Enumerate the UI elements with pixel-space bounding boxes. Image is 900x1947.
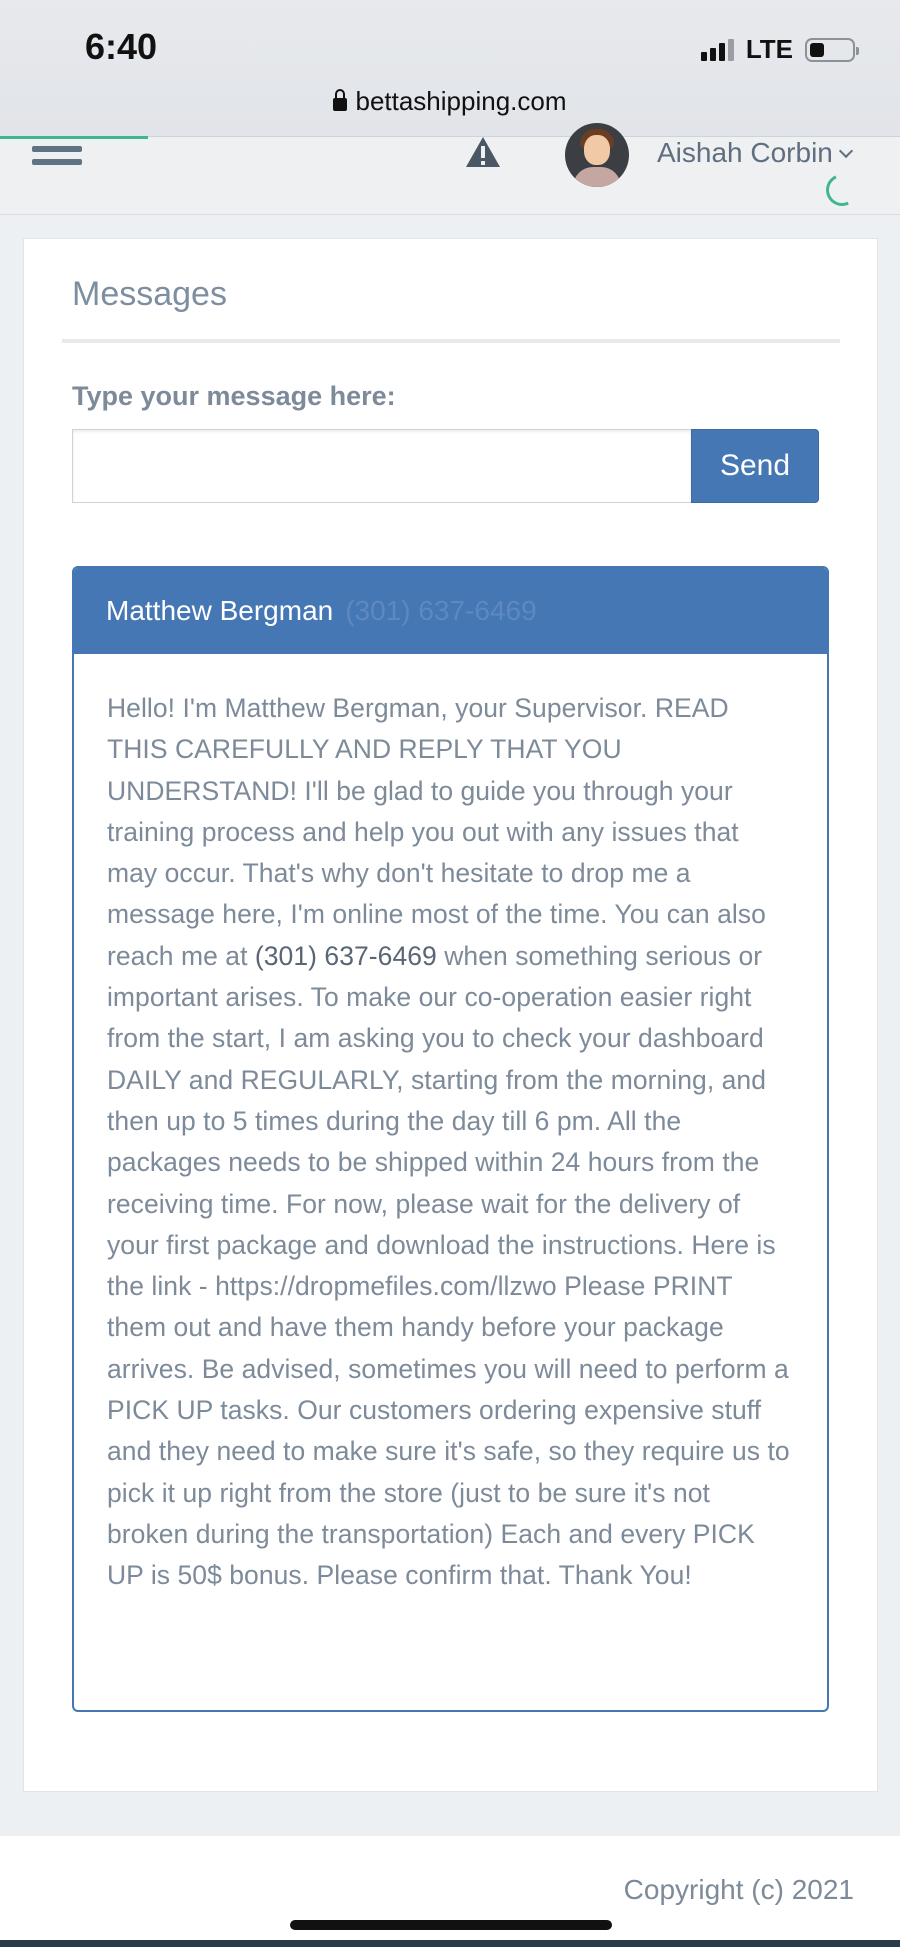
url-text: bettashipping.com [355, 86, 567, 116]
footer [0, 1836, 900, 1947]
status-indicators [701, 34, 855, 65]
alert-icon[interactable] [465, 136, 501, 168]
hamburger-menu-icon[interactable] [32, 146, 82, 172]
sender-name: Matthew Bergman [106, 595, 334, 626]
user-name: Aishah Corbin [657, 137, 833, 168]
chevron-down-icon [839, 144, 853, 158]
message-text-part2: when something serious or important arises. To make our co-operation easier right from the start, I am asking you to check your dashboard DAILY and REGULARLY, starting from the morning, and then up to 5 times during the day till 6 pm. All the packages needs to be shipped within 24 hours from the receiving time. For now, please wait for the delivery of your first package and download the instructions. Here is the link - https://dropmefiles.com/llzwo Please PRINT them out and have them handy before your package arrives. Be advised, sometimes you will need to perform a PICK UP tasks. Our customers ordering expensive stuff and they need to make sure it's safe, so they require us to pick it up right from the store (just to be sure it's not broken during the transportation) Each and every PICK UP is 50$ bonus. Please confirm that. Thank You! [107, 940, 790, 1591]
title-divider [62, 339, 840, 343]
message-input-label: Type your message here: [72, 381, 396, 411]
browser-chrome [0, 0, 900, 137]
battery-icon [805, 38, 855, 62]
signal-icon [701, 39, 734, 61]
message-header [74, 568, 827, 654]
sender-phone: (301) 637-6469 [345, 595, 537, 626]
lock-icon [333, 98, 347, 111]
messages-card [23, 238, 878, 1792]
status-time: 6:40 [85, 26, 158, 67]
message-body [74, 654, 827, 1597]
message-phone-link[interactable]: (301) 637-6469 [254, 940, 437, 971]
network-label: LTE [745, 34, 793, 64]
home-indicator[interactable] [290, 1920, 612, 1930]
avatar[interactable] [565, 123, 629, 187]
bottom-edge [0, 1940, 900, 1947]
url-bar[interactable] [0, 86, 900, 117]
message-panel [72, 566, 829, 1712]
send-button[interactable]: Send [691, 429, 819, 503]
page-load-progress [0, 136, 148, 139]
copyright: Copyright (c) 2021 [623, 1874, 854, 1905]
page-title: Messages [72, 275, 227, 313]
message-input[interactable] [72, 429, 691, 503]
message-text-part1: Hello! I'm Matthew Bergman, your Supervisor. READ THIS CAREFULLY AND REPLY THAT YOU UNDERSTAND! I'll be glad to guide you through your training process and help you out with any issues that may occur. That's why don't hesitate to drop me a message here, I'm online most of the time. You can also reach me at [107, 693, 766, 971]
user-menu[interactable] [657, 137, 851, 169]
